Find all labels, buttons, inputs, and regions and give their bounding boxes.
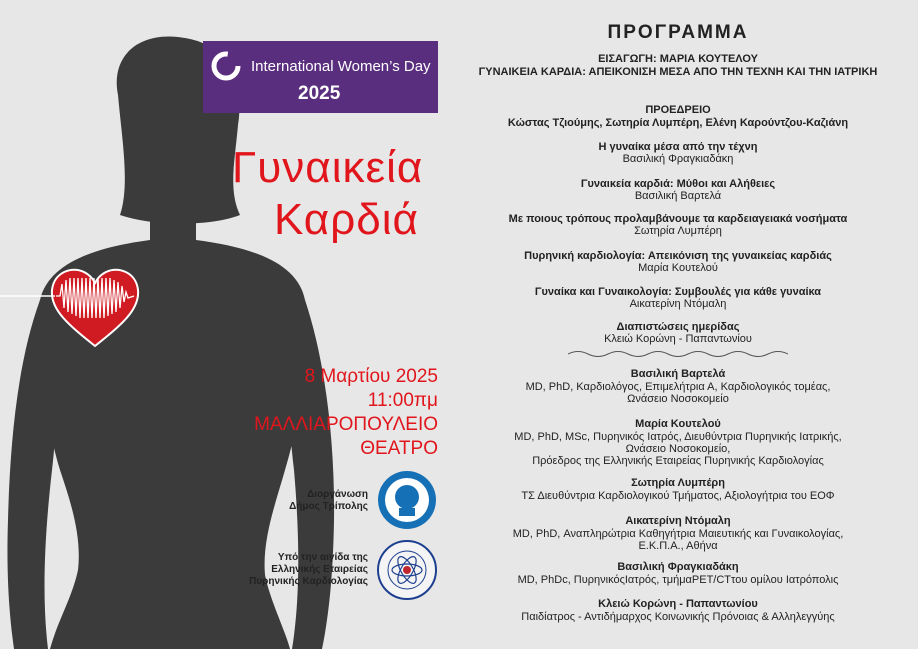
bio-name: Κλειώ Κορώνη - Παπαντωνίου: [598, 598, 758, 610]
municipality-seal-logo: [377, 470, 437, 530]
bio-name: Βασιλική Φραγκιαδάκη: [617, 561, 739, 573]
right-arm-shape: [289, 300, 334, 649]
talk-speaker: Μαρία Κουτελού: [638, 262, 718, 274]
organizer-text: [289, 489, 368, 513]
talk-title: Πυρηνική καρδιολογία: Απεικόνιση της γυναικείας καρδιάς: [524, 250, 832, 262]
talk-speaker: Κλειώ Κορώνη - Παπαντωνίου: [604, 333, 752, 345]
bio-line: ΤΣ Διευθύντρια Καρδιολογικού Τμήματος, Αξιολογήτρια του ΕΟΦ: [521, 490, 835, 502]
nuclear-cardiology-society-logo: [376, 539, 438, 601]
talk-speaker: Σωτηρία Λυμπέρη: [634, 225, 722, 237]
bio-name: Μαρία Κουτελού: [635, 418, 721, 430]
talk-speaker: Βασιλική Φραγκιαδάκη: [622, 153, 734, 165]
talk-title: Γυναίκα και Γυναικολογία: Συμβουλές για κάθε γυναίκα: [534, 286, 822, 298]
talk-title: Διαπιστώσεις ημερίδας: [616, 321, 740, 333]
organizer-label: Διοργάνωση: [307, 489, 368, 500]
talk-title: Γυναικεία καρδιά: Μύθοι και Αλήθειες: [580, 178, 776, 190]
iwd-name: International Women’s Day: [251, 58, 431, 75]
bio-name: Βασιλική Βαρτελά: [630, 368, 726, 380]
organizer-name: Δήμος Τρίπολης: [289, 501, 368, 512]
talk-speaker: Αικατερίνη Ντόμαλη: [629, 298, 727, 310]
talk-speaker: Βασιλική Βαρτελά: [634, 190, 722, 202]
bio-name: Σωτηρία Λυμπέρη: [631, 477, 725, 489]
bio-line: MD, PhD, MSc, Πυρηνικός Ιατρός, Διευθύντρια Πυρηνικής Ιατρικής,: [514, 431, 842, 443]
bio-line: Πρόεδρος της Ελληνικής Εταιρείας Πυρηνικής Καρδιολογίας: [532, 455, 824, 467]
program-intro-line1: ΕΙΣΑΓΩΓΗ: ΜΑΡΙΑ ΚΟΥΤΕΛΟΥ: [598, 53, 758, 65]
event-date: 8 Μαρτίου 2025: [304, 366, 438, 387]
bio-line: Παιδίατρος - Αντιδήμαρχος Κοινωνικής Πρόνοιας & Αλληλεγγύης: [521, 611, 835, 623]
program-heading: ΠΡΟΓΡΑΜΜΑ: [607, 22, 749, 43]
patronage-line2: Ελληνικής Εταιρείας: [271, 564, 368, 575]
bio-line: MD, PhD, Καρδιολόγος, Επιμελήτρια Α, Καρδιολογικός τομέας,: [525, 381, 831, 393]
bio-line: MD, PhDc, ΠυρηνικόςΙατρός, τμήμαPET/CTτου ομίλου Ιατρόπολις: [517, 574, 839, 586]
program-chair-names: Κώστας Τζιούμης, Σωτηρία Λυμπέρη, Ελένη Καρούντζου-Καζιάνη: [507, 117, 849, 129]
program-intro-line2: ΓΥΝΑΙΚΕΙΑ ΚΑΡΔΙΑ: ΑΠΕΙΚΟΝΙΣΗ ΜΕΣΑ ΑΠΟ ΤΗΝ ΤΕΧΝΗ ΚΑΙ ΤΗΝ ΙΑΤΡΙΚΗ: [478, 66, 878, 78]
neck-shape: [150, 200, 196, 245]
talk-title: Η γυναίκα μέσα από την τέχνη: [598, 141, 758, 153]
patronage-line3: Πυρηνικής Καρδιολογίας: [249, 576, 368, 587]
iwd-year: 2025: [298, 83, 341, 104]
patronage-text: [249, 552, 368, 588]
bio-line: Ε.Κ.Π.Α., Αθήνα: [638, 540, 718, 552]
patronage-line1: Υπό την αιγίδα της: [277, 552, 368, 563]
bio-line: MD, PhD, Αναπληρώτρια Καθηγήτρια Μαιευτικής και Γυναικολογίας,: [512, 528, 844, 540]
poster-title-line1: Γυναικεία: [232, 143, 424, 192]
talk-title: Με ποιους τρόπους προλαμβάνουμε τα καρδειαγειακά νοσήματα: [508, 213, 848, 225]
bio-line: Ωνάσειο Νοσοκομείο: [627, 393, 729, 405]
iwd-logo-icon: [211, 51, 241, 81]
event-venue-line1: ΜΑΛΛΙΑΡΟΠΟΥΛΕΙΟ: [254, 414, 438, 435]
iwd-badge: [203, 41, 438, 113]
divider-wave-ornament: [568, 349, 788, 359]
poster-title-line2: Καρδιά: [274, 195, 419, 244]
event-time: 11:00πμ: [367, 390, 438, 411]
left-arm-shape: [7, 300, 56, 649]
bio-name: Αικατερίνη Ντόμαλη: [625, 515, 731, 527]
event-venue-line2: ΘΕΑΤΡΟ: [360, 438, 438, 459]
program-chair-label: ΠΡΟΕΔΡΕΙΟ: [645, 104, 711, 116]
bio-line: Ωνάσειο Νοσοκομείο,: [625, 443, 731, 455]
